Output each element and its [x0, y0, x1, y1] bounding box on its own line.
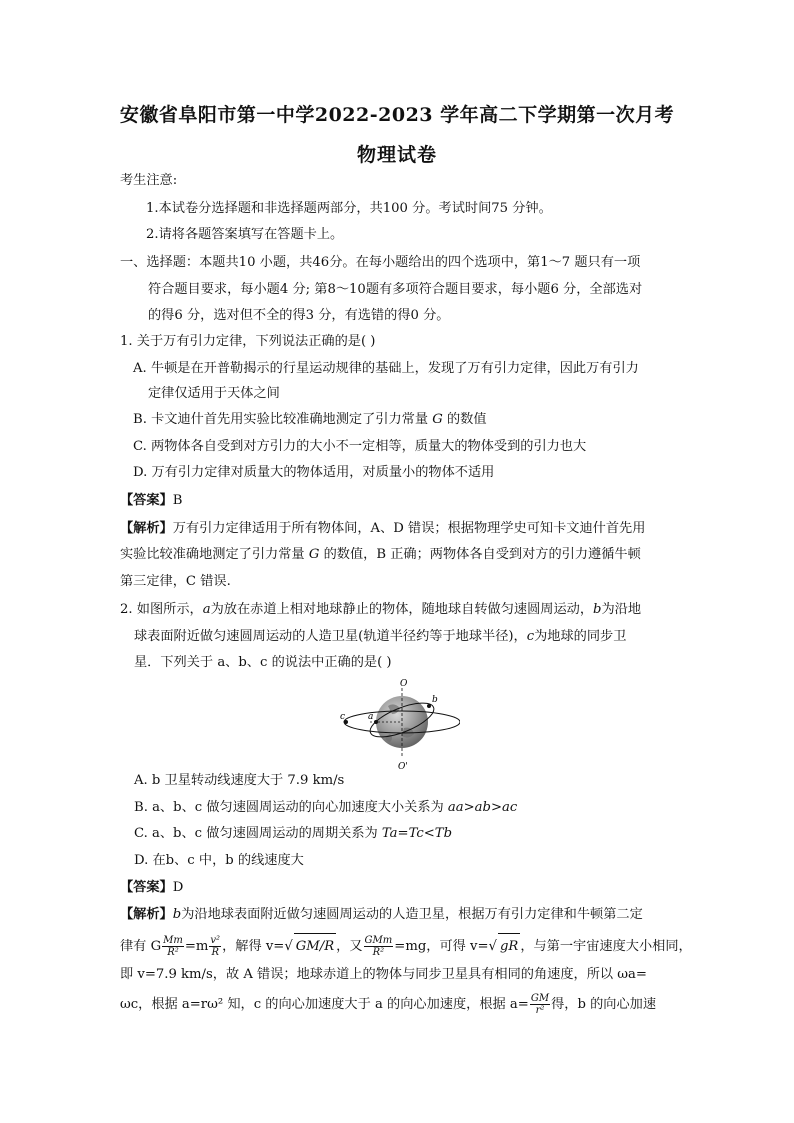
analysis-text: 为沿地球表面附近做匀速圆周运动的人造卫星，根据万有引力定律和牛顿第二定 [181, 907, 643, 922]
question-2-analysis [120, 906, 643, 924]
sqrt-expression: gR [498, 933, 520, 960]
symbol-b: b [593, 602, 602, 617]
question-2-answer [120, 879, 183, 897]
question-1-option-a-cont: 定律仅适用于天体之间 [148, 386, 280, 401]
question-1-analysis-line [120, 546, 641, 564]
question-2-stem-line: 星．下列关于 a、b、c 的说法中正确的是( ) [134, 655, 392, 670]
question-2-analysis-line [120, 993, 656, 1017]
option-text: B. a、b、c 做匀速圆周运动的向心加速度大小关系为 [134, 800, 448, 815]
question-2-analysis-line: 即 v=7.9 km/s，故 A 错误；地球赤道上的物体与同步卫星具有相同的角速度，所以 ωa= [120, 967, 647, 982]
section-instructions: 一、选择题：本题共10 小题，共46分。在每小题给出的四个选项中，第1～7 题只有一项 [120, 255, 641, 270]
stem-text: 为地球的同步卫 [534, 629, 627, 644]
page-subtitle: 物理试卷 [356, 144, 437, 166]
sqrt-sign: √ [284, 939, 293, 954]
answer-label: 【答案】 [120, 493, 173, 508]
symbol-c: c [526, 629, 535, 644]
stem-text: 球表面附近做匀速圆周运动的人造卫星(轨道半径约等于地球半径)， [134, 629, 527, 644]
question-2-stem [120, 601, 641, 619]
question-2-stem-line [134, 628, 626, 646]
point-b [427, 704, 431, 708]
answer-value: D [172, 880, 184, 895]
numerator: GM [530, 993, 550, 1004]
notice-item: 2.请将各题答案填写在答题卡上。 [146, 227, 344, 242]
fraction [209, 935, 221, 958]
denominator: R² [372, 947, 385, 958]
page-title: 安徽省阜阳市第一中学2022-2023 学年高二下学期第一次月考 [119, 104, 675, 126]
analysis-text: =m [184, 939, 209, 954]
fraction [162, 935, 184, 958]
label-o-prime: O' [398, 762, 408, 772]
symbol-b: b [172, 907, 182, 922]
analysis-text: 万有引力定律适用于所有物体间，A、D 错误；根据物理学史可知卡文迪什首先用 [172, 521, 646, 536]
section-instructions: 符合题目要求，每小题4 分; 第8～10题有多项符合题目要求，每小题6 分，全部选对 [148, 282, 643, 297]
question-1-analysis [120, 520, 645, 538]
numerator: v² [210, 935, 221, 946]
question-1-option-c: C. 两物体各自受到对方引力的大小不一定相等，质量大的物体受到的引力也大 [133, 439, 587, 454]
stem-text: 2. 如图所示， [120, 602, 203, 617]
fraction [364, 935, 394, 958]
question-1-option-d: D. 万有引力定律对质量大的物体适用，对质量小的物体不适用 [133, 465, 495, 480]
question-1-option-b [133, 411, 487, 429]
stem-text: 为沿地 [601, 602, 642, 617]
question-1-analysis-line: 第三定律，C 错误. [120, 574, 231, 589]
option-text: C. a、b、c 做匀速圆周运动的周期关系为 [134, 826, 382, 841]
numerator: Mm [163, 935, 183, 946]
question-2-analysis-formula-line [120, 933, 692, 960]
analysis-text: =mg，可得 v= [394, 939, 489, 954]
analysis-text: 得，b 的向心加速 [551, 997, 657, 1012]
analysis-text: ωc，根据 a=rω² 知，c 的向心加速度大于 a 的向心加速度，根据 a= [120, 997, 529, 1012]
notice-heading: 考生注意: [120, 173, 178, 188]
analysis-label: 【解析】 [120, 907, 173, 922]
sqrt-expression: GM/R [294, 933, 336, 960]
question-2-option-b [134, 799, 517, 817]
question-1-stem: 1. 关于万有引力定律，下列说法正确的是( ) [120, 334, 376, 349]
denominator: r² [535, 1005, 545, 1016]
notice-item: 1.本试卷分选择题和非选择题两部分，共100 分。考试时间75 分钟。 [146, 201, 552, 216]
point-a [374, 720, 378, 724]
question-2-option-d: D. 在b、c 中，b 的线速度大 [134, 853, 304, 868]
question-1-option-a: A. 牛顿是在开普勒揭示的行星运动规律的基础上，发现了万有引力定律，因此万有引力 [133, 361, 639, 376]
denominator: R [211, 947, 219, 958]
answer-label: 【答案】 [120, 880, 173, 895]
option-expression: aa>ab>ac [447, 800, 518, 815]
option-text: 的数值 [446, 412, 487, 427]
option-text: B. 卡文迪什首先用实验比较准确地测定了引力常量 [133, 412, 429, 427]
fraction [530, 993, 550, 1016]
analysis-text: ，又 [336, 939, 363, 954]
analysis-text: ，与第一宇宙速度大小相同， [520, 939, 692, 954]
symbol-g: G [432, 412, 443, 427]
analysis-text: 的数值，B 正确；两物体各自受到对方的引力遵循牛顿 [323, 547, 641, 562]
symbol-a: a [202, 602, 211, 617]
stem-text: 为放在赤道上相对地球静止的物体，随地球自转做匀速圆周运动， [210, 602, 594, 617]
numerator: GMm [364, 935, 393, 946]
symbol-g: G [308, 547, 320, 562]
label-c: c [340, 712, 346, 722]
analysis-text: ，解得 v= [222, 939, 285, 954]
section-instructions: 的得6 分，选对但不全的得3 分，有选错的得0 分。 [148, 308, 450, 323]
denominator: R² [167, 947, 179, 958]
question-2-option-c [134, 825, 452, 843]
question-2-option-a: A. b 卫星转动线速度大于 7.9 km/s [134, 773, 345, 788]
analysis-label: 【解析】 [120, 521, 173, 536]
earth-orbit-diagram [340, 676, 460, 772]
question-1-answer [120, 492, 182, 510]
option-expression: Ta=Tc<Tb [381, 826, 453, 841]
analysis-text: 实验比较准确地测定了引力常量 [120, 547, 305, 562]
label-b: b [432, 695, 438, 705]
answer-value: B [172, 493, 183, 508]
sqrt-sign: √ [488, 939, 497, 954]
label-a: a [368, 712, 374, 722]
analysis-text: 律有 G [120, 939, 162, 954]
label-o: O [400, 679, 408, 689]
